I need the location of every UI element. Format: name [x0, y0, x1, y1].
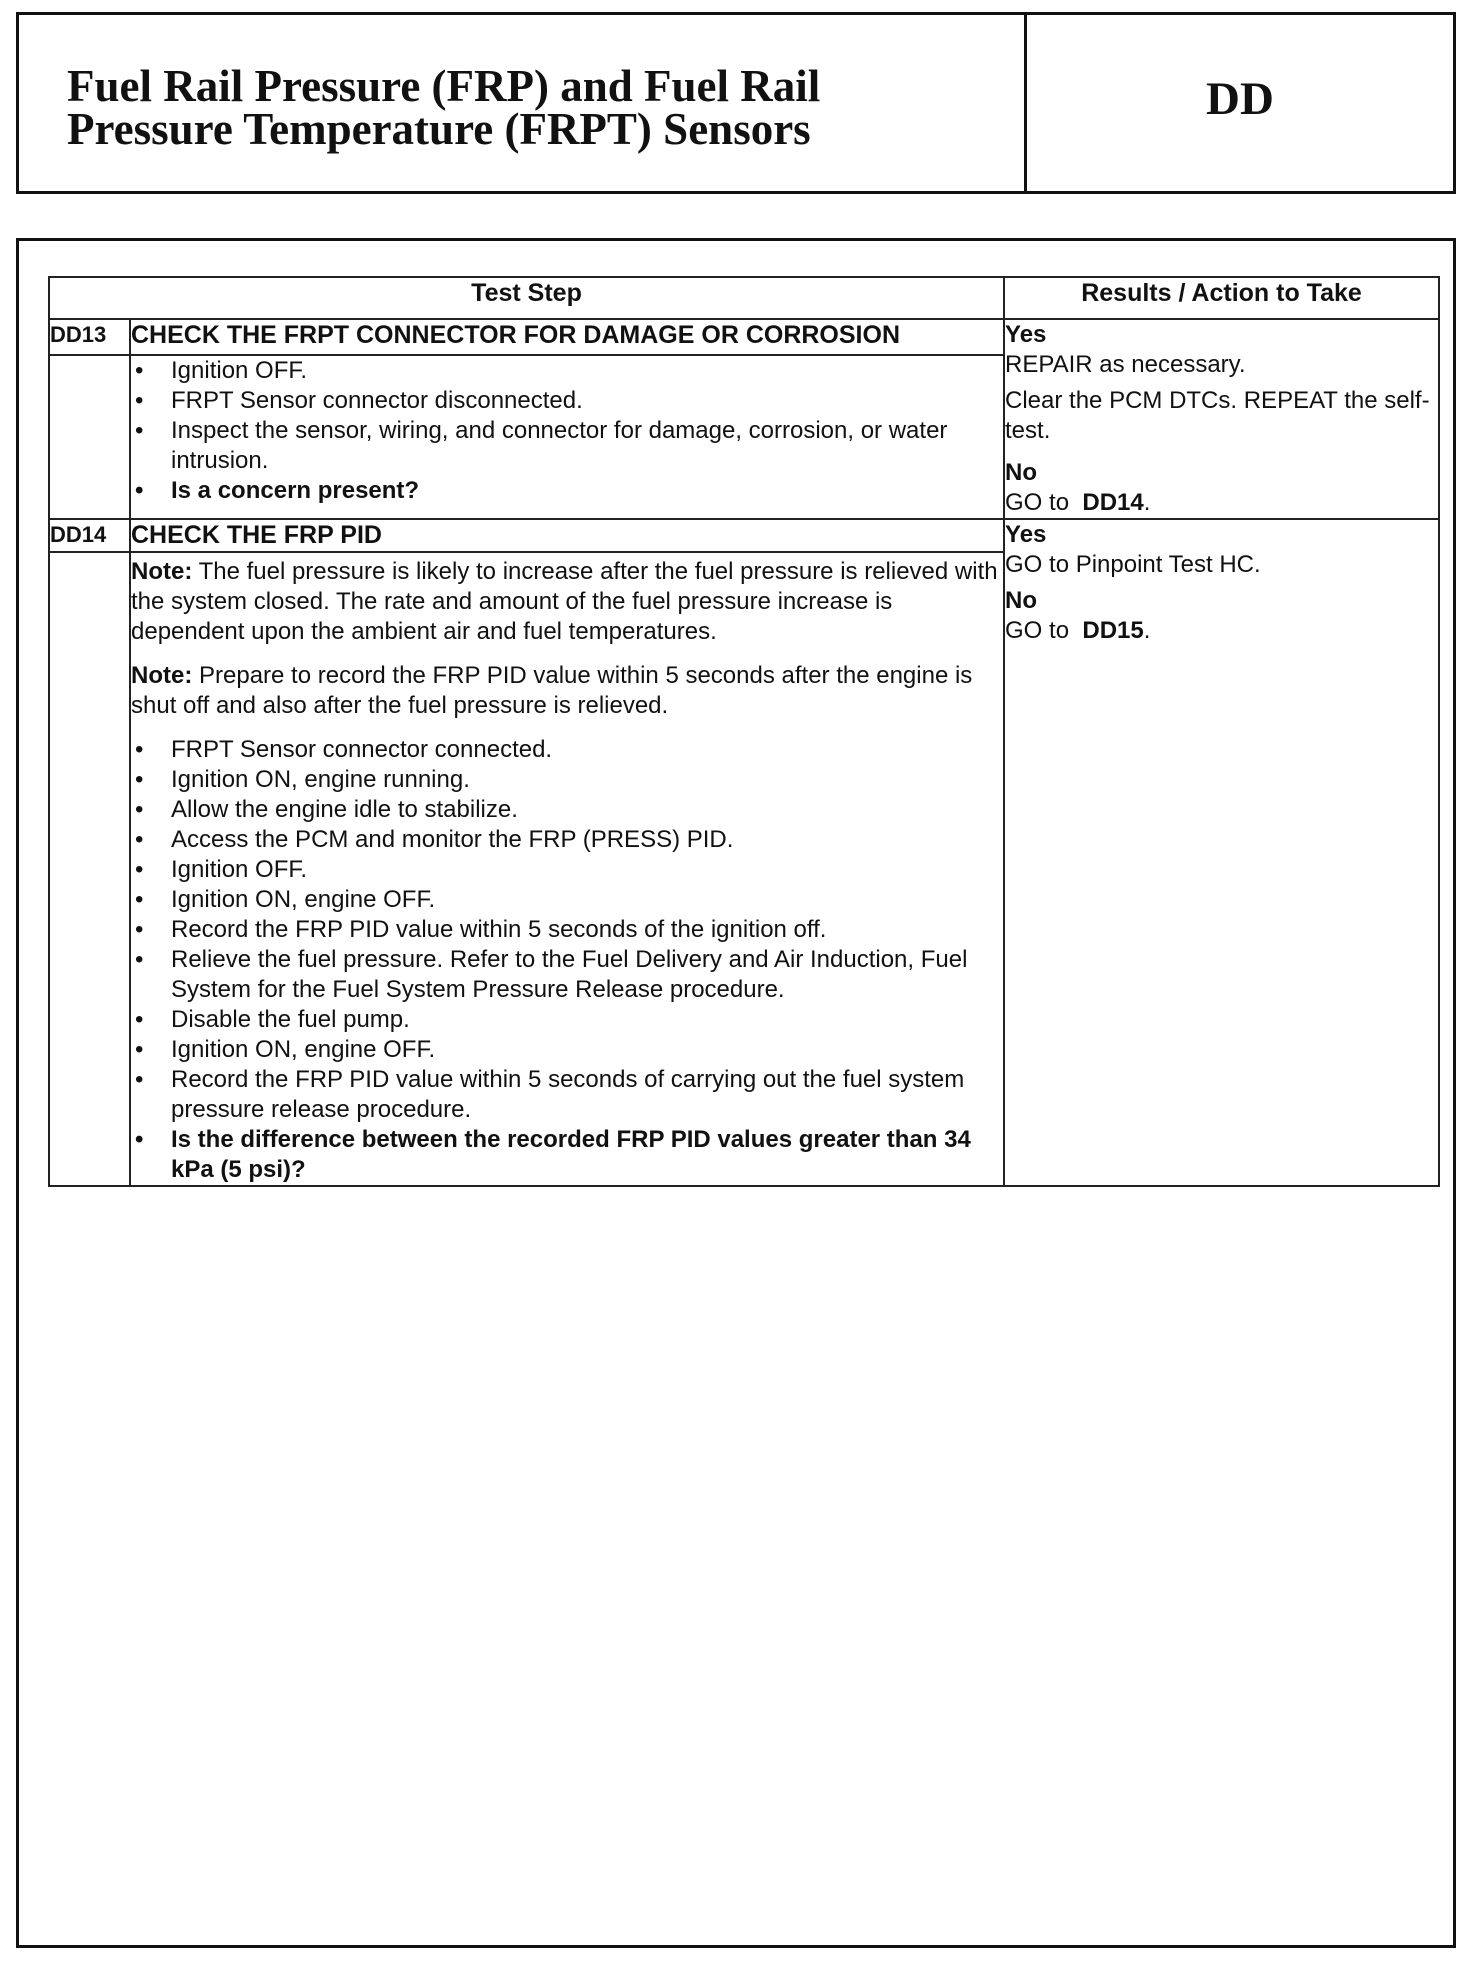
list-item: • FRPT Sensor connector connected.	[131, 735, 1003, 765]
result-yes-label: Yes	[1005, 521, 1047, 548]
col-header-test-step: Test Step	[49, 277, 1004, 319]
note-text: The fuel pressure is likely to increase after the fuel pressure is relieved with the system closed. The rate and amount of the fuel pressure increase is dependent upon the ambient air and fuel temperatures.	[131, 558, 998, 645]
list-item: • Relieve the fuel pressure. Refer to the Fuel Delivery and Air Induction, Fuel System for the Fuel System Pressure Release procedure.	[131, 945, 1003, 1005]
page-title	[19, 15, 1027, 191]
note-2	[131, 661, 1003, 721]
results-dd13	[1004, 319, 1439, 519]
note-1	[131, 557, 1003, 647]
list-item: • Disable the fuel pump.	[131, 1005, 1003, 1035]
list-item: • FRPT Sensor connector disconnected.	[131, 386, 1003, 416]
section-code: DD	[1206, 73, 1274, 125]
result-no-target: DD15	[1082, 617, 1144, 644]
step-list-dd14	[131, 735, 1003, 1185]
result-no-action	[1005, 488, 1438, 518]
title-line-1: Fuel Rail Pressure (FRP) and Fuel Rail	[67, 61, 821, 111]
list-item: • Ignition OFF.	[131, 356, 1003, 386]
step-question: • Is the difference between the recorded FRP PID values greater than 34 kPa (5 psi)?	[131, 1125, 1003, 1185]
result-yes-action: GO to Pinpoint Test HC.	[1005, 551, 1261, 578]
result-no-suffix: .	[1143, 489, 1151, 516]
result-no-prefix: GO to	[1005, 617, 1070, 644]
result-no-suffix: .	[1143, 617, 1151, 644]
result-no-prefix: GO to	[1005, 489, 1070, 516]
list-item: • Inspect the sensor, wiring, and connector for damage, corrosion, or water intrusion.	[131, 416, 1003, 476]
list-item: • Ignition ON, engine running.	[131, 765, 1003, 795]
list-item: • Record the FRP PID value within 5 seconds of carrying out the fuel system pressure release procedure.	[131, 1065, 1003, 1125]
results-dd14	[1004, 519, 1439, 1186]
list-item: • Access the PCM and monitor the FRP (PRESS) PID.	[131, 825, 1003, 855]
step-dd14-title-row	[49, 519, 1439, 552]
step-title-dd13: CHECK THE FRPT CONNECTOR FOR DAMAGE OR CORROSION	[130, 319, 1004, 355]
page-header	[16, 12, 1456, 194]
result-yes-action-2: Clear the PCM DTCs. REPEAT the self-test.	[1005, 387, 1430, 444]
result-yes-label: Yes	[1005, 321, 1047, 348]
result-yes-action: REPAIR as necessary.	[1005, 351, 1246, 378]
col-header-results: Results / Action to Take	[1004, 277, 1439, 319]
table-header-row	[49, 277, 1439, 319]
list-item: • Allow the engine idle to stabilize.	[131, 795, 1003, 825]
list-item: • Ignition OFF.	[131, 855, 1003, 885]
step-question: • Is a concern present?	[131, 476, 1003, 506]
step-id-blank	[49, 552, 130, 1186]
step-id-blank	[49, 355, 130, 519]
list-item: • Ignition ON, engine OFF.	[131, 1035, 1003, 1065]
step-body-dd13	[130, 355, 1004, 519]
step-list-dd13	[131, 356, 1003, 506]
step-title-dd14: CHECK THE FRP PID	[130, 519, 1004, 552]
step-body-dd14	[130, 552, 1004, 1186]
step-dd13-title-row	[49, 319, 1439, 355]
title-line-2: Pressure Temperature (FRPT) Sensors	[67, 104, 811, 154]
step-id-dd13: DD13	[49, 319, 130, 355]
note-label: Note:	[131, 558, 193, 585]
result-no-action	[1005, 616, 1438, 646]
step-id-dd14: DD14	[49, 519, 130, 552]
list-item: • Record the FRP PID value within 5 seconds of the ignition off.	[131, 915, 1003, 945]
note-label: Note:	[131, 662, 193, 689]
result-no-target: DD14	[1082, 489, 1144, 516]
result-no-label: No	[1005, 587, 1038, 614]
test-step-table	[48, 276, 1440, 1187]
result-no-label: No	[1005, 459, 1038, 486]
note-text: Prepare to record the FRP PID value within 5 seconds after the engine is shut off and also after the fuel pressure is relieved.	[131, 662, 973, 719]
list-item: • Ignition ON, engine OFF.	[131, 885, 1003, 915]
